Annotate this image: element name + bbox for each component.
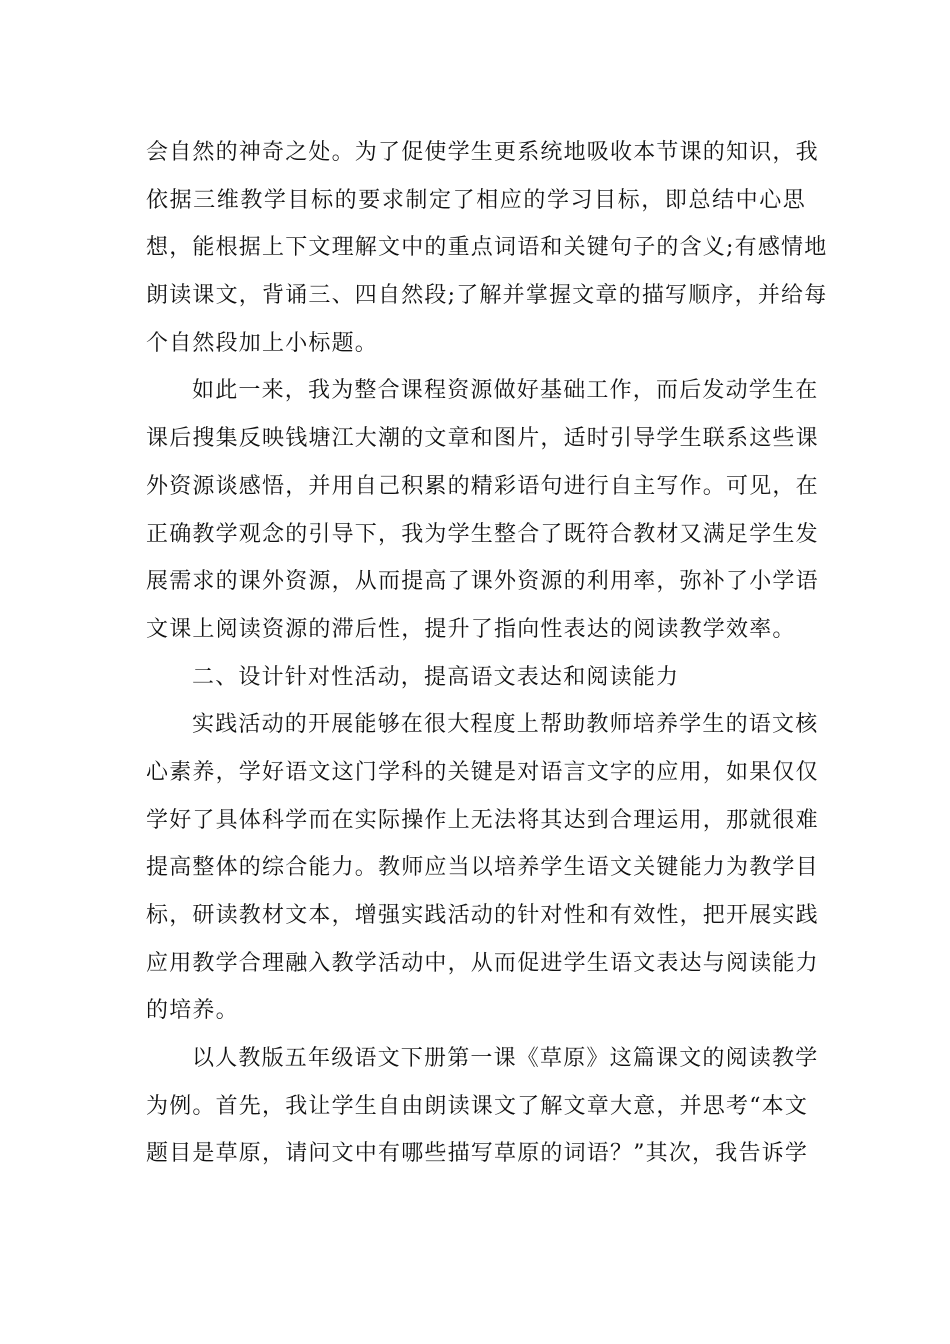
text-line: 学好了具体科学而在实际操作上无法将其达到合理运用，那就很难 — [146, 807, 819, 833]
text-line: 会自然的神奇之处。为了促使学生更系统地吸收本节课的知识，我 — [146, 140, 819, 165]
text-line: 文课上阅读资源的滞后性，提升了指向性表达的阅读教学效率。 — [146, 616, 796, 642]
text-line: 为例。首先，我让学生自由朗读课文了解文章大意，并思考“本文 — [146, 1093, 809, 1119]
text-line: 以人教版五年级语文下册第一课《草原》这篇课文的阅读教学 — [192, 1046, 819, 1072]
text-line: 实践活动的开展能够在很大程度上帮助教师培养学生的语文核 — [192, 712, 819, 738]
text-line: 的培养。 — [146, 998, 239, 1024]
text-line: 如此一来，我为整合课程资源做好基础工作，而后发动学生在 — [192, 378, 819, 404]
text-line: 应用教学合理融入教学活动中，从而促进学生语文表达与阅读能力 — [146, 950, 819, 976]
text-line: 依据三维教学目标的要求制定了相应的学习目标，即总结中心思 — [146, 187, 806, 213]
text-line: 正确教学观念的引导下，我为学生整合了既符合教材又满足学生发 — [146, 521, 819, 547]
text-line: 二、设计针对性活动，提高语文表达和阅读能力 — [192, 664, 680, 690]
text-line: 课后搜集反映钱塘江大潮的文章和图片，适时引导学生联系这些课 — [146, 426, 819, 452]
text-line: 标，研读教材文本，增强实践活动的针对性和有效性，把开展实践 — [146, 903, 819, 928]
document-body — [146, 129, 828, 1178]
text-line: 想，能根据上下文理解文中的重点词语和关键句子的含义;有感情地 — [146, 235, 828, 261]
text-line: 提高整体的综合能力。教师应当以培养学生语文关键能力为教学目 — [146, 855, 819, 881]
text-line: 题目是草原，请问文中有哪些描写草原的词语？”其次，我告诉学 — [146, 1141, 809, 1167]
text-line: 朗读课文，背诵三、四自然段;了解并掌握文章的描写顺序，并给每 — [146, 283, 828, 309]
text-line: 外资源谈感悟，并用自己积累的精彩语句进行自主写作。可见，在 — [146, 473, 819, 499]
text-line: 心素养，学好语文这门学科的关键是对语言文字的应用，如果仅仅 — [146, 759, 819, 785]
text-line: 展需求的课外资源，从而提高了课外资源的利用率，弥补了小学语 — [146, 569, 819, 595]
text-line: 个自然段加上小标题。 — [146, 330, 379, 356]
